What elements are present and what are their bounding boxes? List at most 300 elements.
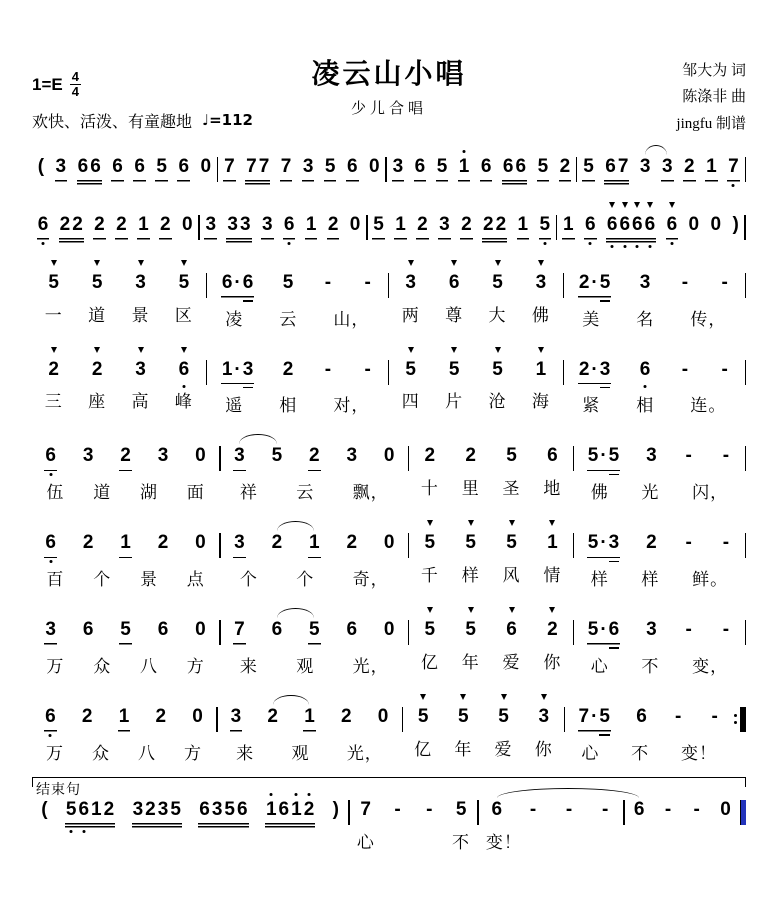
note-token <box>383 619 396 641</box>
notes-row <box>564 256 744 298</box>
note-token <box>178 359 191 381</box>
note-digit: 2 <box>646 532 657 554</box>
note-token <box>137 214 150 240</box>
measure <box>218 140 385 185</box>
notes-row <box>32 256 206 294</box>
expression-text: 欢快、活泼、有童趣地 <box>32 113 193 131</box>
note-digit: 5 <box>506 445 517 467</box>
note-digit: 5 <box>271 445 283 467</box>
measure <box>409 429 572 499</box>
lyric: 变！ <box>485 832 522 852</box>
ending-label: 结束句 <box>36 782 81 798</box>
note-digit: 6 <box>45 705 56 727</box>
note-token <box>361 272 373 294</box>
note-digit: 3 <box>639 271 651 293</box>
note-digit: 1 <box>118 705 130 727</box>
note-digit: 0 <box>200 156 212 177</box>
lyric: 凌 <box>225 309 244 329</box>
note-token <box>233 445 246 471</box>
note-digit: 2 <box>417 213 428 235</box>
dash-token: - <box>681 271 689 293</box>
measure <box>32 343 206 413</box>
note-digit: 6 <box>178 156 190 177</box>
note-token <box>82 532 95 554</box>
note-digit: 5 <box>224 798 235 820</box>
note-digit: · <box>600 532 607 554</box>
note-digit: 5 <box>599 705 610 727</box>
note-digit: 6 <box>237 798 248 820</box>
lyric: 个 <box>296 570 315 590</box>
lyrics-row <box>207 305 387 330</box>
note-digit: 5 <box>282 271 294 293</box>
note-digit: 5 <box>599 271 611 293</box>
note-digit: 2 <box>94 213 105 235</box>
note-token <box>535 359 548 381</box>
note-digit: 6 <box>90 156 101 177</box>
dash-token: - <box>601 798 609 820</box>
lyrics-row <box>32 301 206 326</box>
note-digit: 6 <box>37 213 49 235</box>
lyric: 景 <box>139 570 158 590</box>
note-token <box>308 532 321 558</box>
measure <box>32 140 217 185</box>
dash-token: - <box>565 798 573 820</box>
note-digit: 2 <box>155 705 167 727</box>
note-digit: 3 <box>157 798 169 820</box>
note-digit: 2 <box>91 358 103 380</box>
measure <box>32 198 198 243</box>
note-token <box>683 445 695 467</box>
lyric: 沧 <box>488 392 507 412</box>
notes-row <box>221 429 408 471</box>
measure <box>389 343 563 413</box>
note-token <box>537 156 550 182</box>
system <box>32 516 746 590</box>
note-digit: 3 <box>599 358 611 380</box>
note-digit: 5 <box>465 532 476 554</box>
lyric: 里 <box>461 479 480 499</box>
note-digit: 3 <box>135 358 146 380</box>
barline <box>745 446 747 471</box>
note-digit: 3 <box>82 445 94 467</box>
measure <box>218 690 402 764</box>
system <box>32 343 746 417</box>
note-token <box>44 532 57 558</box>
note-digit: 3 <box>135 271 146 293</box>
note-token <box>587 532 620 558</box>
note-token <box>266 706 279 728</box>
lyrics-row <box>389 301 563 326</box>
note-digit: 5 <box>170 798 181 820</box>
paren: ) <box>332 798 339 820</box>
note-digit: 6 <box>77 156 89 177</box>
note-digit: 3 <box>55 156 67 177</box>
note-digit: 2 <box>59 213 71 235</box>
note-digit: 3 <box>646 445 657 467</box>
notes-row <box>32 603 219 645</box>
note-digit: 6 <box>608 619 620 641</box>
note-token <box>661 156 674 182</box>
lyric: 景 <box>131 305 150 325</box>
dash-token: - <box>664 798 672 820</box>
lyric: 样 <box>641 570 660 590</box>
note-token <box>44 619 57 645</box>
notes-row <box>574 516 744 558</box>
note-token <box>688 214 701 236</box>
note-token <box>271 619 284 641</box>
system <box>32 256 746 330</box>
note-digit: 2 <box>303 798 315 820</box>
note-digit: 0 <box>195 532 206 554</box>
lyric: 对， <box>333 396 370 416</box>
lyric: 一 <box>44 305 63 325</box>
credits-block <box>676 58 746 137</box>
note-token <box>308 619 321 645</box>
lyric: 万 <box>46 743 64 763</box>
note-token <box>111 156 124 182</box>
note-token <box>691 799 703 821</box>
note-token <box>204 214 217 240</box>
lyrics-row <box>221 565 408 590</box>
note-token <box>587 445 620 471</box>
notes-row <box>207 256 387 298</box>
note-token <box>47 359 60 381</box>
note-token <box>308 445 321 471</box>
measure <box>565 690 733 764</box>
note-token <box>332 799 340 821</box>
note-token <box>464 619 477 641</box>
lyric: 座 <box>88 392 107 412</box>
lyric: 方 <box>186 656 205 676</box>
note-digit: 3 <box>211 798 223 820</box>
dash-token: - <box>685 445 692 467</box>
lyrics-row <box>389 387 563 412</box>
note-token <box>372 214 385 240</box>
lyrics-row <box>574 478 744 503</box>
system <box>32 783 746 853</box>
lyric: 海 <box>531 392 550 412</box>
lyric: 三 <box>44 392 63 412</box>
note-digit: 1 <box>221 358 233 380</box>
notes-row <box>32 140 217 185</box>
note-token <box>132 799 182 828</box>
lyrics-row <box>32 565 219 590</box>
lyric: 不 <box>641 656 660 676</box>
note-token <box>683 619 695 641</box>
note-token <box>322 272 334 294</box>
note-digit: · <box>591 705 598 727</box>
barline <box>745 620 747 645</box>
notes-row <box>32 516 219 558</box>
note-token <box>327 214 340 240</box>
lyric: 闪， <box>692 483 729 503</box>
lyrics-row <box>564 305 744 330</box>
lyric: 百 <box>46 570 65 590</box>
lyric <box>389 828 406 853</box>
note-token <box>683 156 696 182</box>
note-token <box>177 156 190 182</box>
music-line <box>32 343 746 417</box>
music-line <box>32 516 746 590</box>
note-digit: 5 <box>424 619 436 641</box>
measure <box>200 198 366 243</box>
lyric: 相 <box>636 396 655 416</box>
note-digit: 1 <box>120 532 131 554</box>
note-digit: 2 <box>578 271 590 293</box>
note-digit: 6 <box>639 358 651 380</box>
note-digit: 2 <box>282 358 294 380</box>
credit-lyricist: 邹大为 词 <box>682 63 746 79</box>
note-token <box>683 532 695 554</box>
note-digit: 2 <box>116 213 127 235</box>
note-digit: 2 <box>559 156 571 177</box>
note-token <box>82 445 95 467</box>
paren: ( <box>37 156 45 177</box>
music-line <box>32 256 746 330</box>
lyric: 风 <box>502 566 521 586</box>
lyric: 伍 <box>46 483 65 503</box>
lyrics-row <box>32 478 219 503</box>
notes-row <box>574 429 744 471</box>
note-token <box>718 272 730 294</box>
lyric: 云 <box>279 309 298 329</box>
lyric: 两 <box>401 305 420 325</box>
note-digit: 2 <box>424 445 436 467</box>
notes-row <box>409 603 572 641</box>
measure <box>409 603 572 673</box>
lyric: 千 <box>420 566 439 586</box>
note-token <box>458 156 471 182</box>
note-token <box>645 532 658 554</box>
note-digit: 6 <box>584 213 596 235</box>
note-digit: 1 <box>138 213 149 235</box>
note-token <box>157 532 170 554</box>
measure <box>574 603 744 677</box>
note-token <box>119 532 132 558</box>
note-token <box>346 156 359 182</box>
lyric: 佛 <box>531 305 550 325</box>
note-digit: 7 <box>234 619 245 641</box>
note-token <box>233 532 246 558</box>
note-digit: 5 <box>324 156 336 177</box>
dash-token: - <box>364 271 371 293</box>
dash-token: - <box>394 798 401 820</box>
measure <box>221 516 408 590</box>
note-token <box>546 445 559 467</box>
note-token <box>578 359 611 385</box>
lyric: 美 <box>582 309 601 329</box>
notes-row <box>479 783 624 821</box>
note-token <box>383 532 396 554</box>
dash-token: - <box>693 798 700 820</box>
note-token <box>119 619 132 645</box>
note-digit: 5 <box>48 271 59 293</box>
note-token <box>718 359 730 381</box>
note-token <box>271 532 284 554</box>
note-digit: 0 <box>181 213 193 235</box>
note-digit: 7 <box>360 798 371 820</box>
note-token <box>666 214 679 240</box>
lyrics-row <box>218 739 402 764</box>
measure <box>32 516 219 590</box>
tempo-marking: ♩=112 <box>202 111 253 130</box>
lyrics-row <box>564 391 744 416</box>
note-digit: 5 <box>608 445 620 467</box>
note-digit: 2 <box>271 532 283 554</box>
note-digit: 3 <box>639 156 651 177</box>
note-digit: 2 <box>103 798 115 820</box>
note-digit: 5 <box>583 156 594 177</box>
note-digit: 3 <box>205 213 217 235</box>
notes-row <box>221 603 408 645</box>
credit-transcriber: jingfu 制谱 <box>676 115 746 132</box>
lyric: 飘， <box>352 483 389 503</box>
barline <box>745 157 747 182</box>
lyric: 峰 <box>174 392 193 412</box>
note-token <box>44 445 57 471</box>
note-digit: 2 <box>547 619 558 641</box>
notes-row <box>389 256 563 294</box>
note-token <box>37 156 45 178</box>
barline <box>744 215 746 240</box>
note-token <box>194 532 207 554</box>
lyric: 云 <box>296 483 315 503</box>
note-token <box>280 156 293 182</box>
note-token <box>584 214 597 240</box>
note-token <box>44 706 57 732</box>
note-digit: · <box>234 271 241 293</box>
note-digit: 7 <box>617 156 629 177</box>
note-digit: 2 <box>684 156 695 177</box>
music-line <box>32 429 746 503</box>
dash-token: - <box>721 271 728 293</box>
note-token <box>282 272 295 294</box>
note-digit: 2 <box>309 445 320 467</box>
note-digit: 3 <box>535 271 547 293</box>
subtitle: 少儿合唱 <box>350 100 427 117</box>
music-line <box>32 777 746 853</box>
lyrics-row <box>32 652 219 677</box>
time-signature-numerator: 4 <box>71 69 79 84</box>
lyric: 八 <box>139 656 158 676</box>
note-digit: 2 <box>145 798 156 820</box>
page-title: 凌云山小唱 <box>311 58 467 89</box>
note-digit: 5 <box>455 798 467 820</box>
note-token <box>563 799 575 821</box>
lyric: 遥 <box>225 396 244 416</box>
dash-token: - <box>324 271 332 293</box>
note-digit: 6 <box>605 156 616 177</box>
note-token <box>436 156 449 182</box>
dash-token: - <box>711 705 718 727</box>
note-digit: 6 <box>199 798 210 820</box>
lyrics-row <box>409 648 572 673</box>
note-token <box>181 214 194 236</box>
note-token <box>265 799 315 828</box>
lyric: 观 <box>291 743 310 763</box>
note-token <box>91 272 104 294</box>
lyrics-row <box>565 739 733 764</box>
system <box>32 140 746 185</box>
note-digit: 6 <box>666 213 678 235</box>
note-token <box>81 706 94 728</box>
note-digit: 1 <box>91 798 102 820</box>
notes-row <box>32 198 198 243</box>
system <box>32 429 746 503</box>
notes-row <box>557 198 744 243</box>
note-token <box>322 359 334 381</box>
notes-row <box>625 783 740 821</box>
note-token <box>340 706 353 728</box>
note-token <box>55 156 68 182</box>
lyric: 地 <box>543 479 562 499</box>
note-token <box>491 272 504 294</box>
ending-bracket <box>32 777 746 798</box>
note-digit: 2 <box>327 213 339 235</box>
lyric <box>421 828 438 853</box>
note-token <box>719 799 732 821</box>
lyric: 片 <box>445 392 464 412</box>
note-token <box>727 156 740 182</box>
note-digit: 6 <box>45 445 56 467</box>
lyric: 年 <box>461 652 480 672</box>
note-token <box>82 619 95 641</box>
note-digit: 0 <box>720 798 731 820</box>
dash-token: - <box>721 358 728 380</box>
note-digit: 5 <box>373 213 384 235</box>
note-digit: 2 <box>461 213 472 235</box>
note-token <box>606 214 656 243</box>
note-token <box>720 445 732 467</box>
note-digit: 6 <box>632 213 643 235</box>
note-digit: 3 <box>240 213 251 235</box>
note-token <box>404 272 417 294</box>
lyric <box>599 828 616 853</box>
note-token <box>305 214 318 240</box>
measure <box>577 140 744 185</box>
measure <box>574 429 744 503</box>
note-token <box>672 706 684 728</box>
lyrics-row <box>32 739 216 764</box>
note-digit: 1 <box>517 213 529 235</box>
note-digit: 6 <box>346 619 358 641</box>
lyric: 十 <box>420 479 439 499</box>
note-digit: 6 <box>619 213 631 235</box>
note-digit: 3 <box>346 445 358 467</box>
note-digit: 6 <box>515 156 527 177</box>
note-token <box>221 272 254 298</box>
note-token <box>271 445 284 467</box>
note-digit: 1 <box>535 358 547 380</box>
note-token <box>414 156 427 182</box>
note-token <box>645 619 658 641</box>
note-digit: 6 <box>547 445 558 467</box>
dash-token: - <box>675 705 682 727</box>
note-digit: 5 <box>539 213 551 235</box>
lyrics-row <box>32 387 206 412</box>
note-digit: 3 <box>261 213 273 235</box>
lyric: 四 <box>401 392 420 412</box>
note-digit: 2 <box>483 213 494 235</box>
note-token <box>482 214 507 243</box>
measure <box>389 256 563 326</box>
note-token <box>491 359 504 381</box>
lyric <box>568 828 585 853</box>
note-digit: 5 <box>178 271 190 293</box>
note-token <box>448 272 461 294</box>
dash-token: - <box>426 798 433 820</box>
note-token <box>599 799 611 821</box>
